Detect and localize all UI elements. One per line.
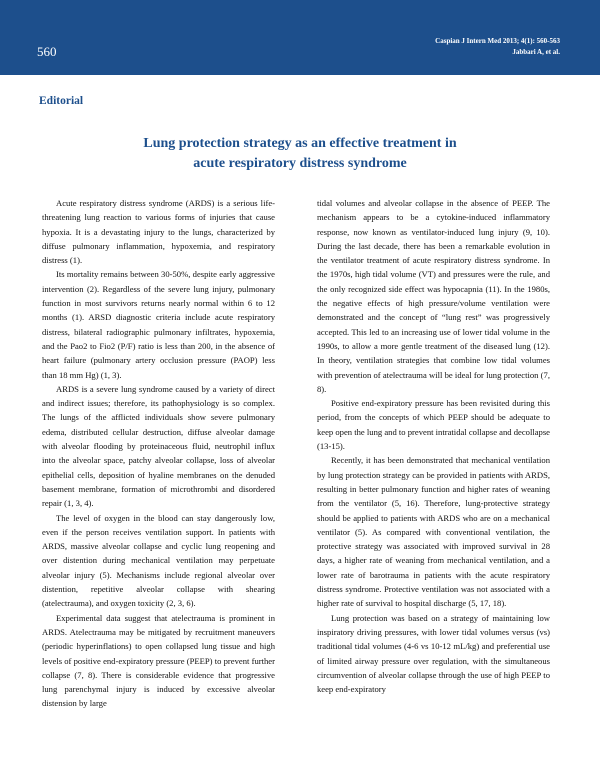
right-paragraph-4: Lung protection was based on a strategy of maintaining low inspiratory driving pressures, with lower tidal volumes versus (vs) traditional tidal volumes (4-6 vs 10-12 mL/kg) and preferential use of limited airway pressure over regulation, with the simultaneous circumvention of alveolar collapse through the use of high PEEP to keep end-expiratory	[317, 612, 550, 695]
right-column	[317, 196, 550, 696]
right-paragraph-1: tidal volumes and alveolar collapse in the absence of PEEP. The mechanism appears to be a cytokine-induced inflammatory response, now known as ventilator-induced lung injury (9, 10). During the last decade, there has been a remarkable evolution in the ventilator treatment of acute respiratory distress syndrome. In the 1970s, high tidal volume (VT) and pressures were the rule, and the only recognized side effect was hypocapnia (11). In the 1980s, the negative effects of high pressure/volume ventilation were demonstrated and the concept of “lung rest” was progressively accepted. This led to an increasing use of lower tidal volume in the 1990s, to allow a more gentle treatment of the diseased lung (12). In theory, ventilation strategies that combine low tidal volumes with prevention of atelectrauma will be ideal for lung protection (7, 8).	[317, 198, 550, 394]
section-label: Editorial	[39, 95, 84, 107]
left-paragraph-2: Its mortality remains between 30-50%, despite early aggressive intervention (2). Regardless of the severe lung injury, pulmonary function in most survivors returns nearly normal within 6 to 12 months (1). ARSD diagnostic criteria include acute respiratory distress, bilateral radiographic pulmonary infiltrates, hypoxemia, and the Pao2 to Fio2 (P/F) ratio is less than 200, in the absence of heart failure (pulmonary artery occlusion pressure (PAOP) less than 18 mm Hg) (1, 3).	[42, 269, 275, 380]
right-paragraph-2: Positive end-expiratory pressure has been revisited during this period, from the concepts of which PEEP should be adequate to keep open the lung and to prevent intratidal collapse and decollapse (13-15).	[317, 398, 550, 452]
journal-citation	[340, 36, 560, 58]
title-line-2: acute respiratory distress syndrome	[193, 156, 407, 171]
left-paragraph-3: ARDS is a severe lung syndrome caused by a variety of direct and indirect issues; therefore, its pathophysiology is so complex. The lungs of the afflicted individuals show severe pulmonary edema, distributed cellular destruction, diffuse alveolar damage with alveolar flooding by proteinaceous fluid, neutrophil influx into the alveolar space, patchy alveolar collapse, loss of alveolar epithelial cells, deposition of hyaline membranes on the denuded basement membrane, formation of microthrombi and disordered repair (1, 3, 4).	[42, 383, 275, 509]
journal-line: Caspian J Intern Med 2013; 4(1): 560-563	[435, 37, 560, 45]
left-column	[42, 196, 275, 711]
left-paragraph-1: Acute respiratory distress syndrome (ARDS) is a serious life-threatening lung reaction to various forms of injuries that cause hypoxia. It is a devastating injury to the lungs, characterized by diffuse pulmonary inflammation, hypoxemia, and respiratory distress (1).	[42, 198, 275, 266]
title-line-1: Lung protection strategy as an effective treatment in	[143, 136, 457, 151]
left-paragraph-5: Experimental data suggest that atelectrauma is prominent in ARDS. Atelectrauma may be mitigated by recruitment maneuvers (periodic hyperinflations) to open collapsed lung tissue and high levels of positive end-expiratory pressure (PEEP) to prevent further collapse (7, 8). There is considerable evidence that progressive lung parenchymal injury is induced by excessive alveolar distension by large	[42, 612, 275, 709]
article-title	[60, 134, 540, 174]
authors-line: Jabbari A, et al.	[512, 48, 560, 56]
page-number: 560	[37, 44, 57, 59]
right-paragraph-3: Recently, it has been demonstrated that mechanical ventilation by lung protection strategy can be provided in patients with ARDS, resulting in better pulmonary function and higher rates of weaning from the ventilator (5, 16). Therefore, lung-protective strategy should be applied to patients with ARDS who are on a mechanical ventilator (5). As compared with conventional ventilation, the protective strategy was associated with improved survival in 28 days, a higher rate of weaning from mechanical ventilation, and a lower rate of barotrauma in patients with the acute respiratory distress syndrome. Protective ventilation was not associated with a higher rate of survival to hospital discharge (5, 17, 18).	[317, 455, 550, 609]
left-paragraph-4: The level of oxygen in the blood can stay dangerously low, even if the person receives ventilation support. In patients with ARDS, massive alveolar collapse and cyclic lung reopening and over distention during mechanical ventilation may perpetuate alveolar injury (5). Mechanisms include regional alveolar over distention, repetitive alveolar collapse with shearing (atelectrauma), and oxygen toxicity (2, 3, 6).	[42, 512, 275, 609]
